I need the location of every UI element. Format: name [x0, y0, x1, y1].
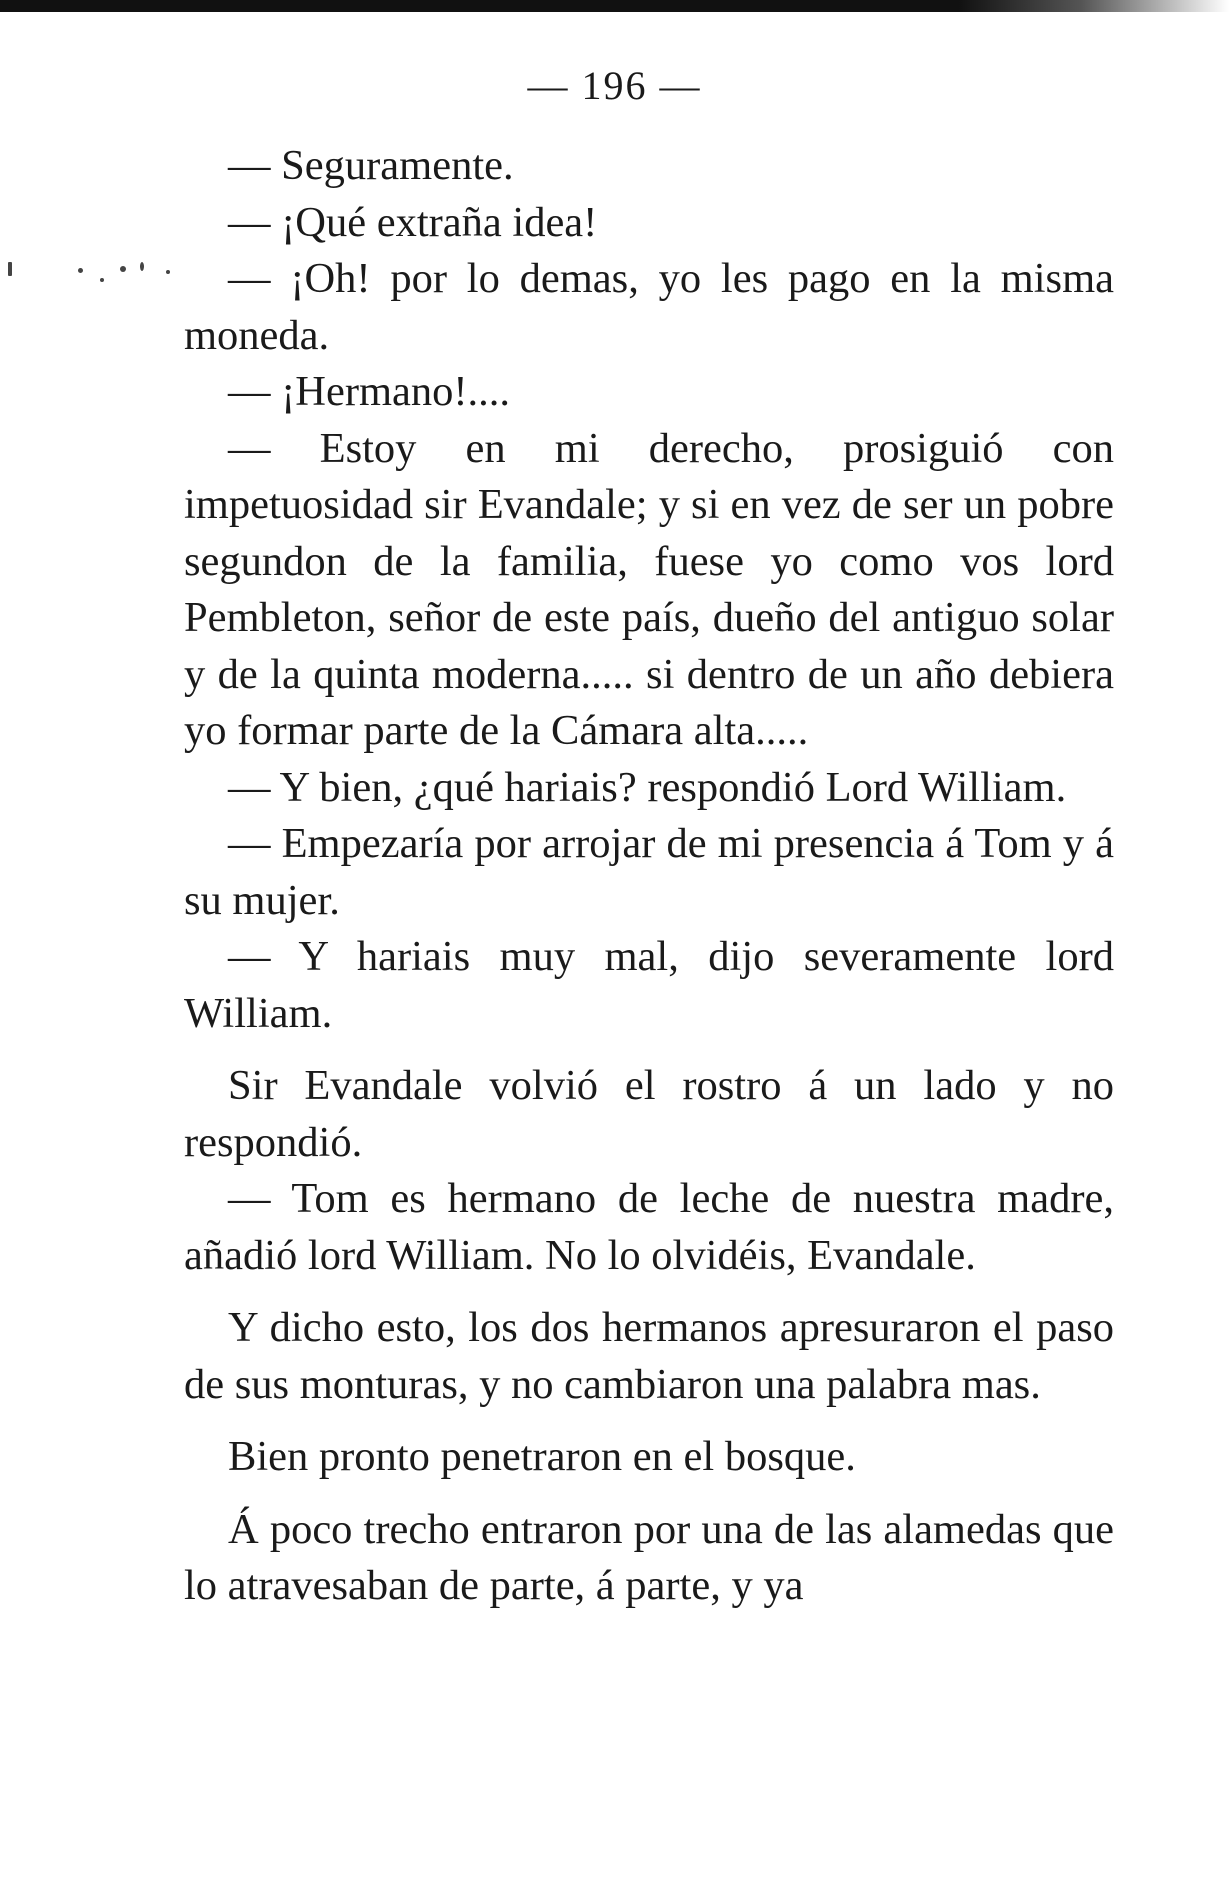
paragraph-2: — ¡Qué extraña idea! [228, 198, 598, 246]
ink-speck [8, 262, 12, 276]
ink-speck [78, 268, 83, 273]
paragraph-13: Á poco trecho entraron por una de las alamedas que lo atravesaban de parte, á parte, y ya [184, 1505, 1114, 1609]
paragraph-5: — Estoy en mi derecho, prosiguió con impetuosidad sir Evandale; y si en vez de ser un pobre segundon de la familia, fuese yo como vos lord Pembleton, señor de este país, dueño del antiguo solar y de la quinta moderna..... si dentro de un año debiera yo formar parte de la Cámara alta..... [184, 424, 1114, 754]
ink-speck [140, 262, 144, 271]
paragraph-12: Bien pronto penetraron en el bosque. [228, 1433, 856, 1480]
page-number: — 196 — [527, 63, 702, 108]
paragraph-10: — Tom es hermano de leche de nuestra madre, añadió lord William. No lo olvidéis, Evandale. [184, 1175, 1114, 1279]
paragraph-3: — ¡Oh! por lo demas, yo les pago en la misma moneda. [184, 255, 1114, 359]
ink-speck [120, 266, 126, 272]
paragraph-4: — ¡Hermano!.... [228, 368, 511, 415]
paragraph-9: Sir Evandale volvió el rostro á un lado y no respondió. [184, 1062, 1114, 1166]
paragraph-11: Y dicho esto, los dos hermanos apresuraron el paso de sus monturas, y no cambiaron una palabra mas. [184, 1304, 1114, 1408]
paragraph-7: — Empezaría por arrojar de mi presencia á Tom y á su mujer. [184, 820, 1114, 924]
paragraph-1: — Seguramente. [228, 142, 514, 189]
top-border-rule [0, 0, 1229, 12]
ink-speck [100, 278, 104, 282]
body-text [184, 138, 1114, 1615]
paragraph-6: — Y bien, ¿qué hariais? respondió Lord William. [228, 763, 1067, 811]
paragraph-8: — Y hariais muy mal, dijo severamente lord William. [184, 933, 1114, 1037]
ink-speck [166, 270, 170, 274]
